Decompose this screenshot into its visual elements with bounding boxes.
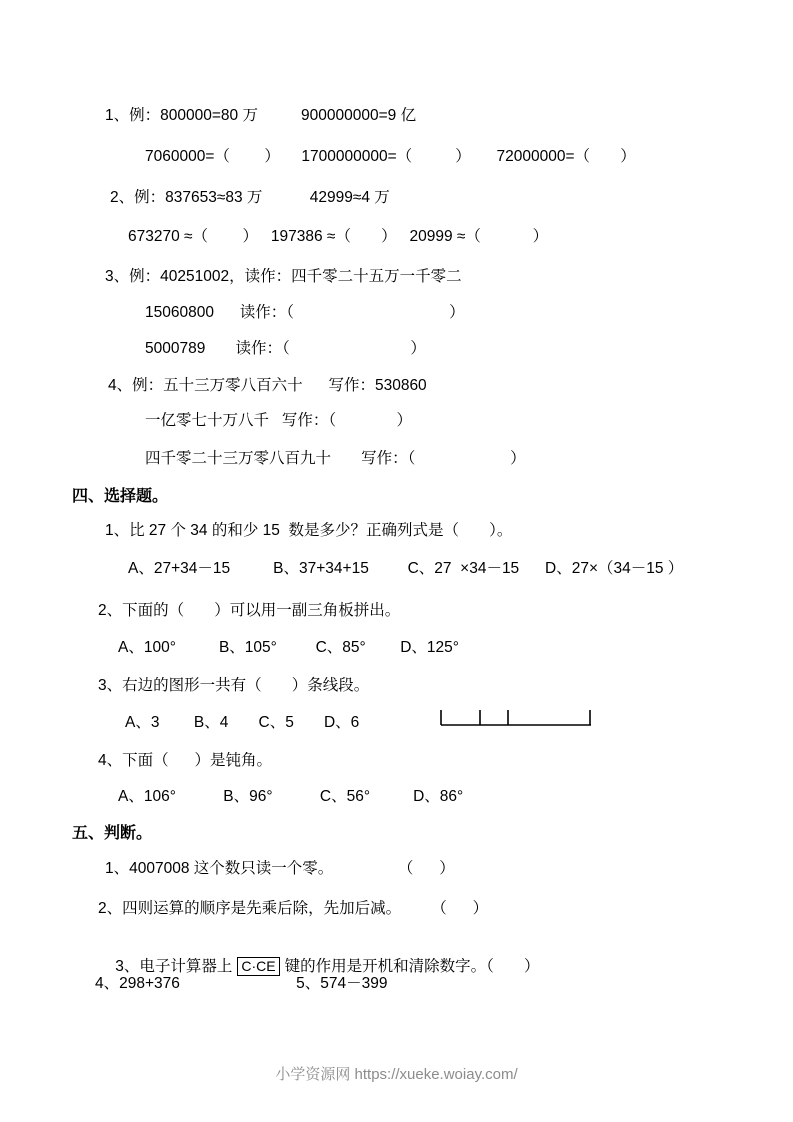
choice-q4-options: A、106° B、96° C、56° D、86° bbox=[118, 788, 464, 805]
calculator-key-label: C·CE bbox=[237, 957, 279, 976]
judge-section-title: 五、判断。 bbox=[72, 825, 153, 842]
conversion-q4-item1: 一亿零七十万八千 写作：（ ） bbox=[145, 412, 412, 429]
choice-q2-options: A、100° B、105° C、85° D、125° bbox=[118, 639, 459, 656]
choice-q1-options: A、27+34－15 B、37+34+15 C、27 ×34－15 D、27×（34－15 ） bbox=[128, 560, 684, 577]
conversion-q4-item2: 四千零二十三万零八百九十 写作：（ ） bbox=[145, 450, 526, 467]
judge-q3-text-before: 3、电子计算器上 bbox=[115, 958, 233, 975]
line-segment-figure bbox=[440, 705, 592, 729]
judge-q4: 4、298+376 5、574－399 bbox=[95, 975, 388, 992]
choice-q1: 1、比 27 个 34 的和少 15 数是多少？正确列式是（ ）。 bbox=[105, 522, 513, 539]
choice-q3: 3、右边的图形一共有（ ）条线段。 bbox=[98, 677, 370, 694]
judge-q1: 1、4007008 这个数只读一个零。 （ ） bbox=[105, 860, 455, 877]
conversion-q2-example: 2、例：837653≈83 万 42999≈4 万 bbox=[110, 189, 390, 206]
judge-q2: 2、四则运算的顺序是先乘后除，先加后减。 （ ） bbox=[98, 900, 489, 917]
conversion-q1-example: 1、例：800000=80 万 900000000=9 亿 bbox=[105, 107, 417, 124]
choice-section-title: 四、选择题。 bbox=[72, 488, 169, 505]
site-watermark: 小学资源网 https://xueke.woiay.com/ bbox=[275, 1066, 518, 1083]
choice-q2: 2、下面的（ ）可以用一副三角板拼出。 bbox=[98, 602, 401, 619]
choice-q4: 4、下面（ ）是钝角。 bbox=[98, 752, 272, 769]
conversion-q3-item1: 15060800 读作：（ ） bbox=[145, 304, 465, 321]
conversion-q3-example: 3、例：40251002，读作：四千零二十五万一千零二 bbox=[105, 268, 462, 285]
choice-q3-options: A、3 B、4 C、5 D、6 bbox=[125, 714, 360, 731]
judge-q3-text-after: 键的作用是开机和清除数字。（ ） bbox=[284, 958, 540, 975]
conversion-q2-blanks: 673270 ≈（ ） 197386 ≈（ ） 20999 ≈（ ） bbox=[128, 228, 549, 245]
conversion-q4-example: 4、例：五十三万零八百六十 写作：530860 bbox=[108, 377, 427, 394]
conversion-q1-blanks: 7060000=（ ） 1700000000=（ ） 72000000=（ ） bbox=[145, 148, 636, 165]
conversion-q3-item2: 5000789 读作：（ ） bbox=[145, 340, 426, 357]
